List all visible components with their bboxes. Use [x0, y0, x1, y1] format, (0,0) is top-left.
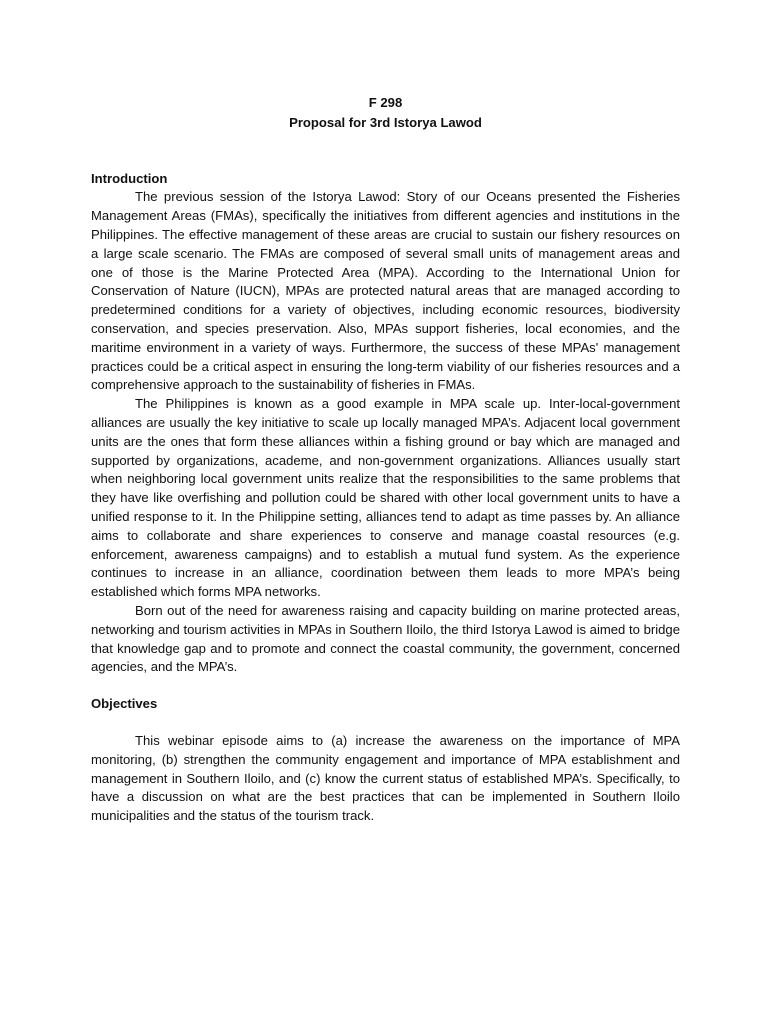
document-title: Proposal for 3rd Istorya Lawod [289, 114, 482, 130]
introduction-paragraph-3: Born out of the need for awareness raising and capacity building on marine protected areas, networking and tourism activities in MPAs in Southern Iloilo, the third Istorya Lawod is aimed to bridge that knowledge gap and to promote and connect the coastal community, the government, concerned agencies, and the MPA’s. [91, 602, 680, 675]
objectives-paragraph-1: This webinar episode aims to (a) increase the awareness on the importance of MPA monitoring, (b) strengthen the community engagement and importance of MPA establishment and management in Southern Iloilo, and (c) know the current status of established MPA’s. Specifically, to have a discussion on what are the best practices that can be implemented in Southern Iloilo municipalities and the status of the tourism track. [91, 732, 680, 824]
introduction-section [91, 170, 680, 678]
introduction-paragraph-2: The Philippines is known as a good example in MPA scale up. Inter-local-government alliances are usually the key initiative to scale up locally managed MPA’s. Adjacent local government units are the ones that form these alliances within a fishing ground or bay which are managed and supported by organizations, academe, and non-government organizations. Alliances usually start when neighboring local government units realize that the responsibilities to the same problems that they have like overfishing and pollution could be shared with other local government units to have a unified response to it. In the Philippine setting, alliances tend to adapt as time passes by. An alliance aims to collaborate and share experiences to conserve and manage coastal resources (e.g. enforcement, awareness campaigns) and to establish a mutual fund system. As the experience continues to increase in an alliance, coordination between them leads to more MPA’s being established which forms MPA networks. [91, 396, 680, 600]
introduction-heading: Introduction [91, 170, 168, 186]
document-code: F 298 [368, 95, 403, 110]
document-page [91, 94, 680, 826]
objectives-section [91, 695, 680, 826]
title-block [91, 94, 680, 133]
objectives-heading: Objectives [91, 696, 158, 712]
introduction-paragraph-1: The previous session of the Istorya Lawod: Story of our Oceans presented the Fisheries Management Areas (FMAs), specifically the initiatives from different agencies and institutions in the Philippines. The effective management of these areas are crucial to sustain our fishery resources on a large scale scenario. The FMAs are composed of several small units of management areas and one of those is the Marine Protected Area (MPA). According to the International Union for Conservation of Nature (IUCN), MPAs are protected natural areas that are managed according to predetermined conditions for a variety of objectives, including economic resources, biodiversity conservation, and species preservation. Also, MPAs support fisheries, local economies, and the maritime environment in a variety of ways. Furthermore, the success of these MPAs' management practices could be a critical aspect in ensuring the long-term viability of our fisheries resources and a comprehensive approach to the sustainability of fisheries in FMAs. [91, 189, 680, 393]
